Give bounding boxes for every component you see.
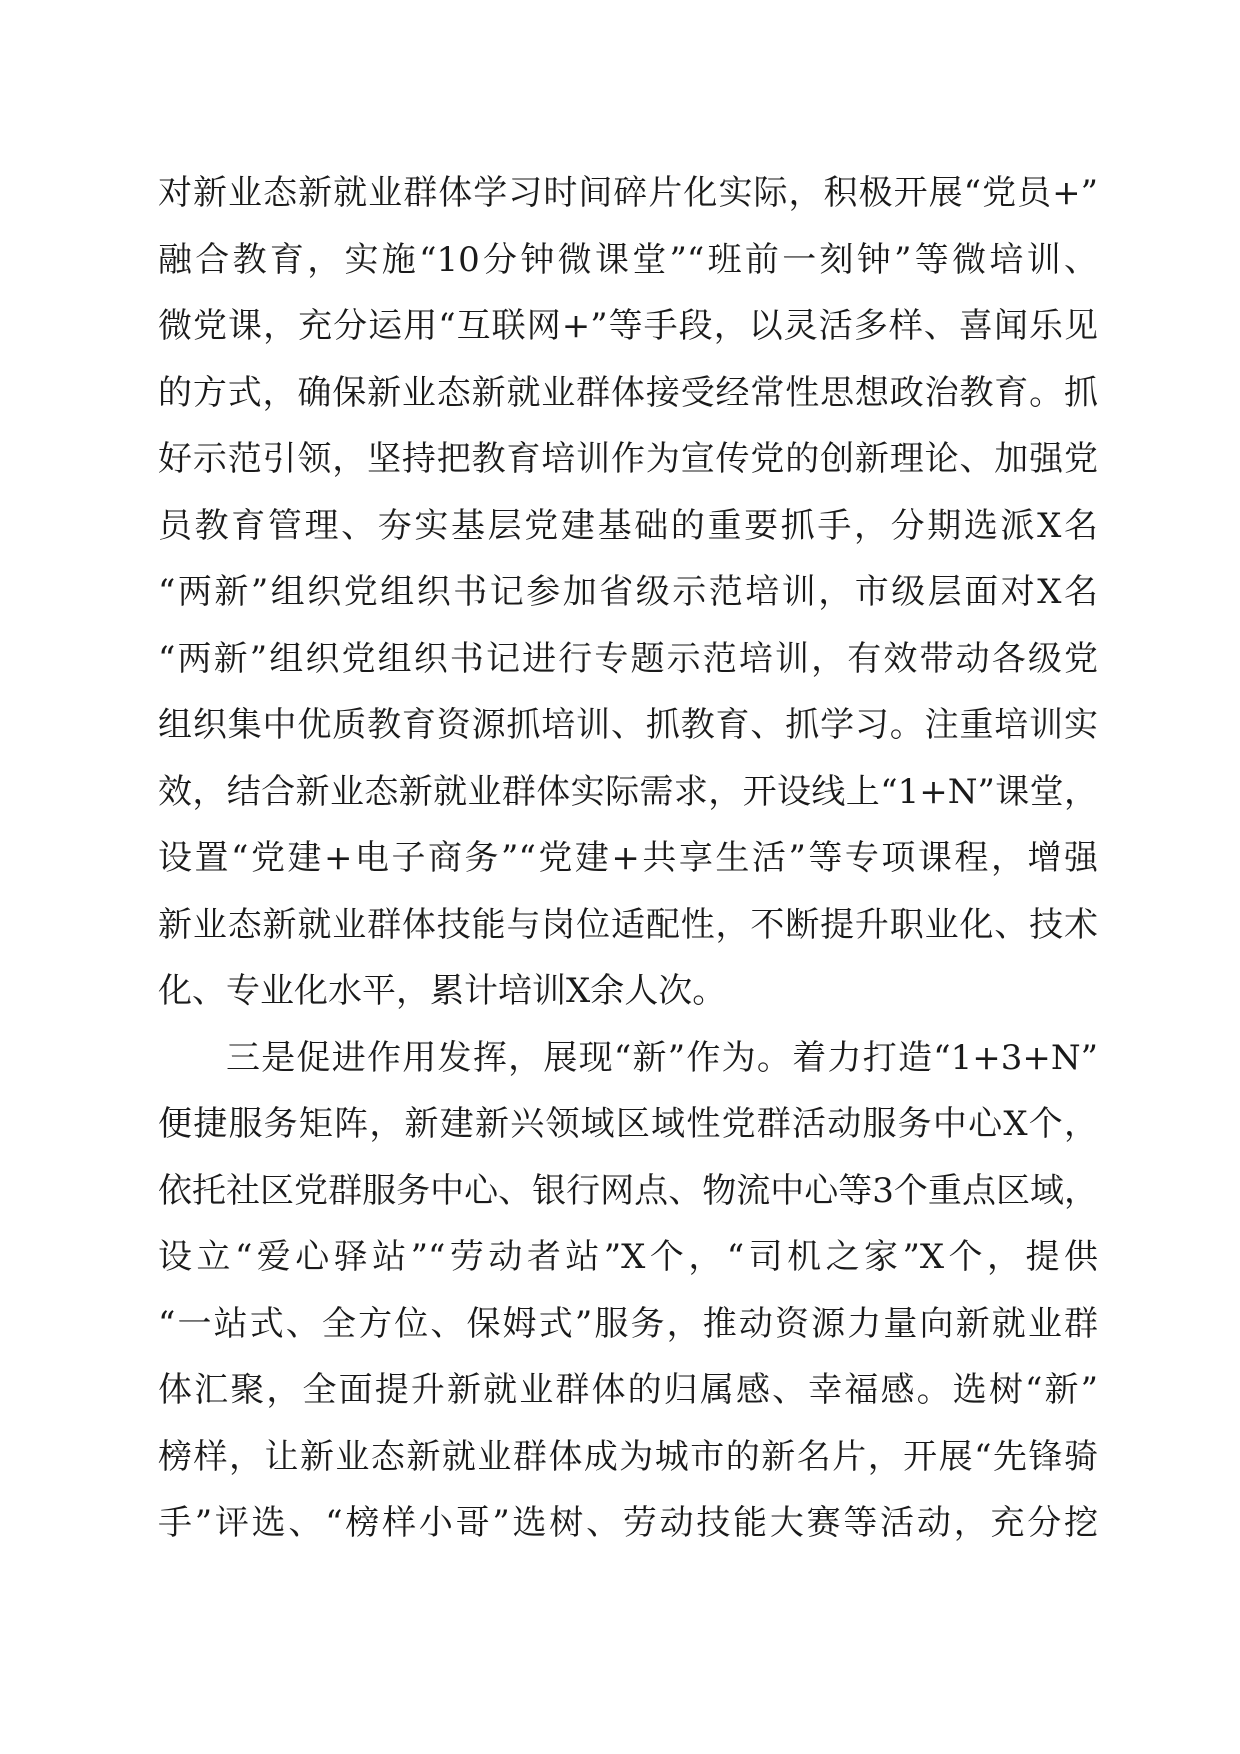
body-text: [158, 160, 1098, 1557]
text-line: 化、专业化水平，累计培训X余人次。: [158, 971, 727, 1011]
text-line: 融合教育，实施“10分钟微课堂”“班前一刻钟”等微培训、: [158, 239, 1098, 280]
text-line: 微党课，充分运用“互联网+”等手段，以灵活多样、喜闻乐见: [158, 306, 1098, 346]
text-line: 效，结合新业态新就业群体实际需求，开设线上“1+N”课堂，: [158, 771, 1098, 812]
text-line: 便捷服务矩阵，新建新兴领域区域性党群活动服务中心X个，: [158, 1104, 1098, 1144]
text-line: 新业态新就业群体技能与岗位适配性，不断提升职业化、技术: [158, 904, 1098, 945]
text-line: 员教育管理、夯实基层党建基础的重要抓手，分期选派X名: [158, 505, 1098, 546]
text-line: 手”评选、“榜样小哥”选树、劳动技能大赛等活动，充分挖: [158, 1503, 1098, 1543]
text-line: 组织集中优质教育资源抓培训、抓教育、抓学习。注重培训实: [158, 705, 1098, 745]
text-line: 设立“爱心驿站”“劳动者站”X个，“司机之家”X个，提供: [158, 1237, 1098, 1277]
paragraph-start-line: 三是促进作用发挥，展现“新”作为。着力打造“1+3+N”: [226, 1037, 1098, 1078]
text-line: 好示范引领，坚持把教育培训作为宣传党的创新理论、加强党: [158, 439, 1098, 479]
text-line: 的方式，确保新业态新就业群体接受经常性思想政治教育。抓: [158, 372, 1098, 413]
text-line: “两新”组织党组织书记参加省级示范培训，市级层面对X名: [158, 572, 1098, 612]
text-line: 设置“党建+电子商务”“党建+共享生活”等专项课程，增强: [158, 838, 1098, 878]
text-line: 榜样，让新业态新就业群体成为城市的新名片，开展“先锋骑: [158, 1436, 1098, 1477]
text-line: 体汇聚，全面提升新就业群体的归属感、幸福感。选树“新”: [158, 1370, 1098, 1410]
text-line: “两新”组织党组织书记进行专题示范培训，有效带动各级党: [158, 638, 1098, 679]
text-line: 依托社区党群服务中心、银行网点、物流中心等3个重点区域，: [158, 1170, 1098, 1211]
text-line: “一站式、全方位、保姆式”服务，推动资源力量向新就业群: [158, 1303, 1098, 1344]
text-line: 对新业态新就业群体学习时间碎片化实际，积极开展“党员+”: [158, 173, 1099, 213]
